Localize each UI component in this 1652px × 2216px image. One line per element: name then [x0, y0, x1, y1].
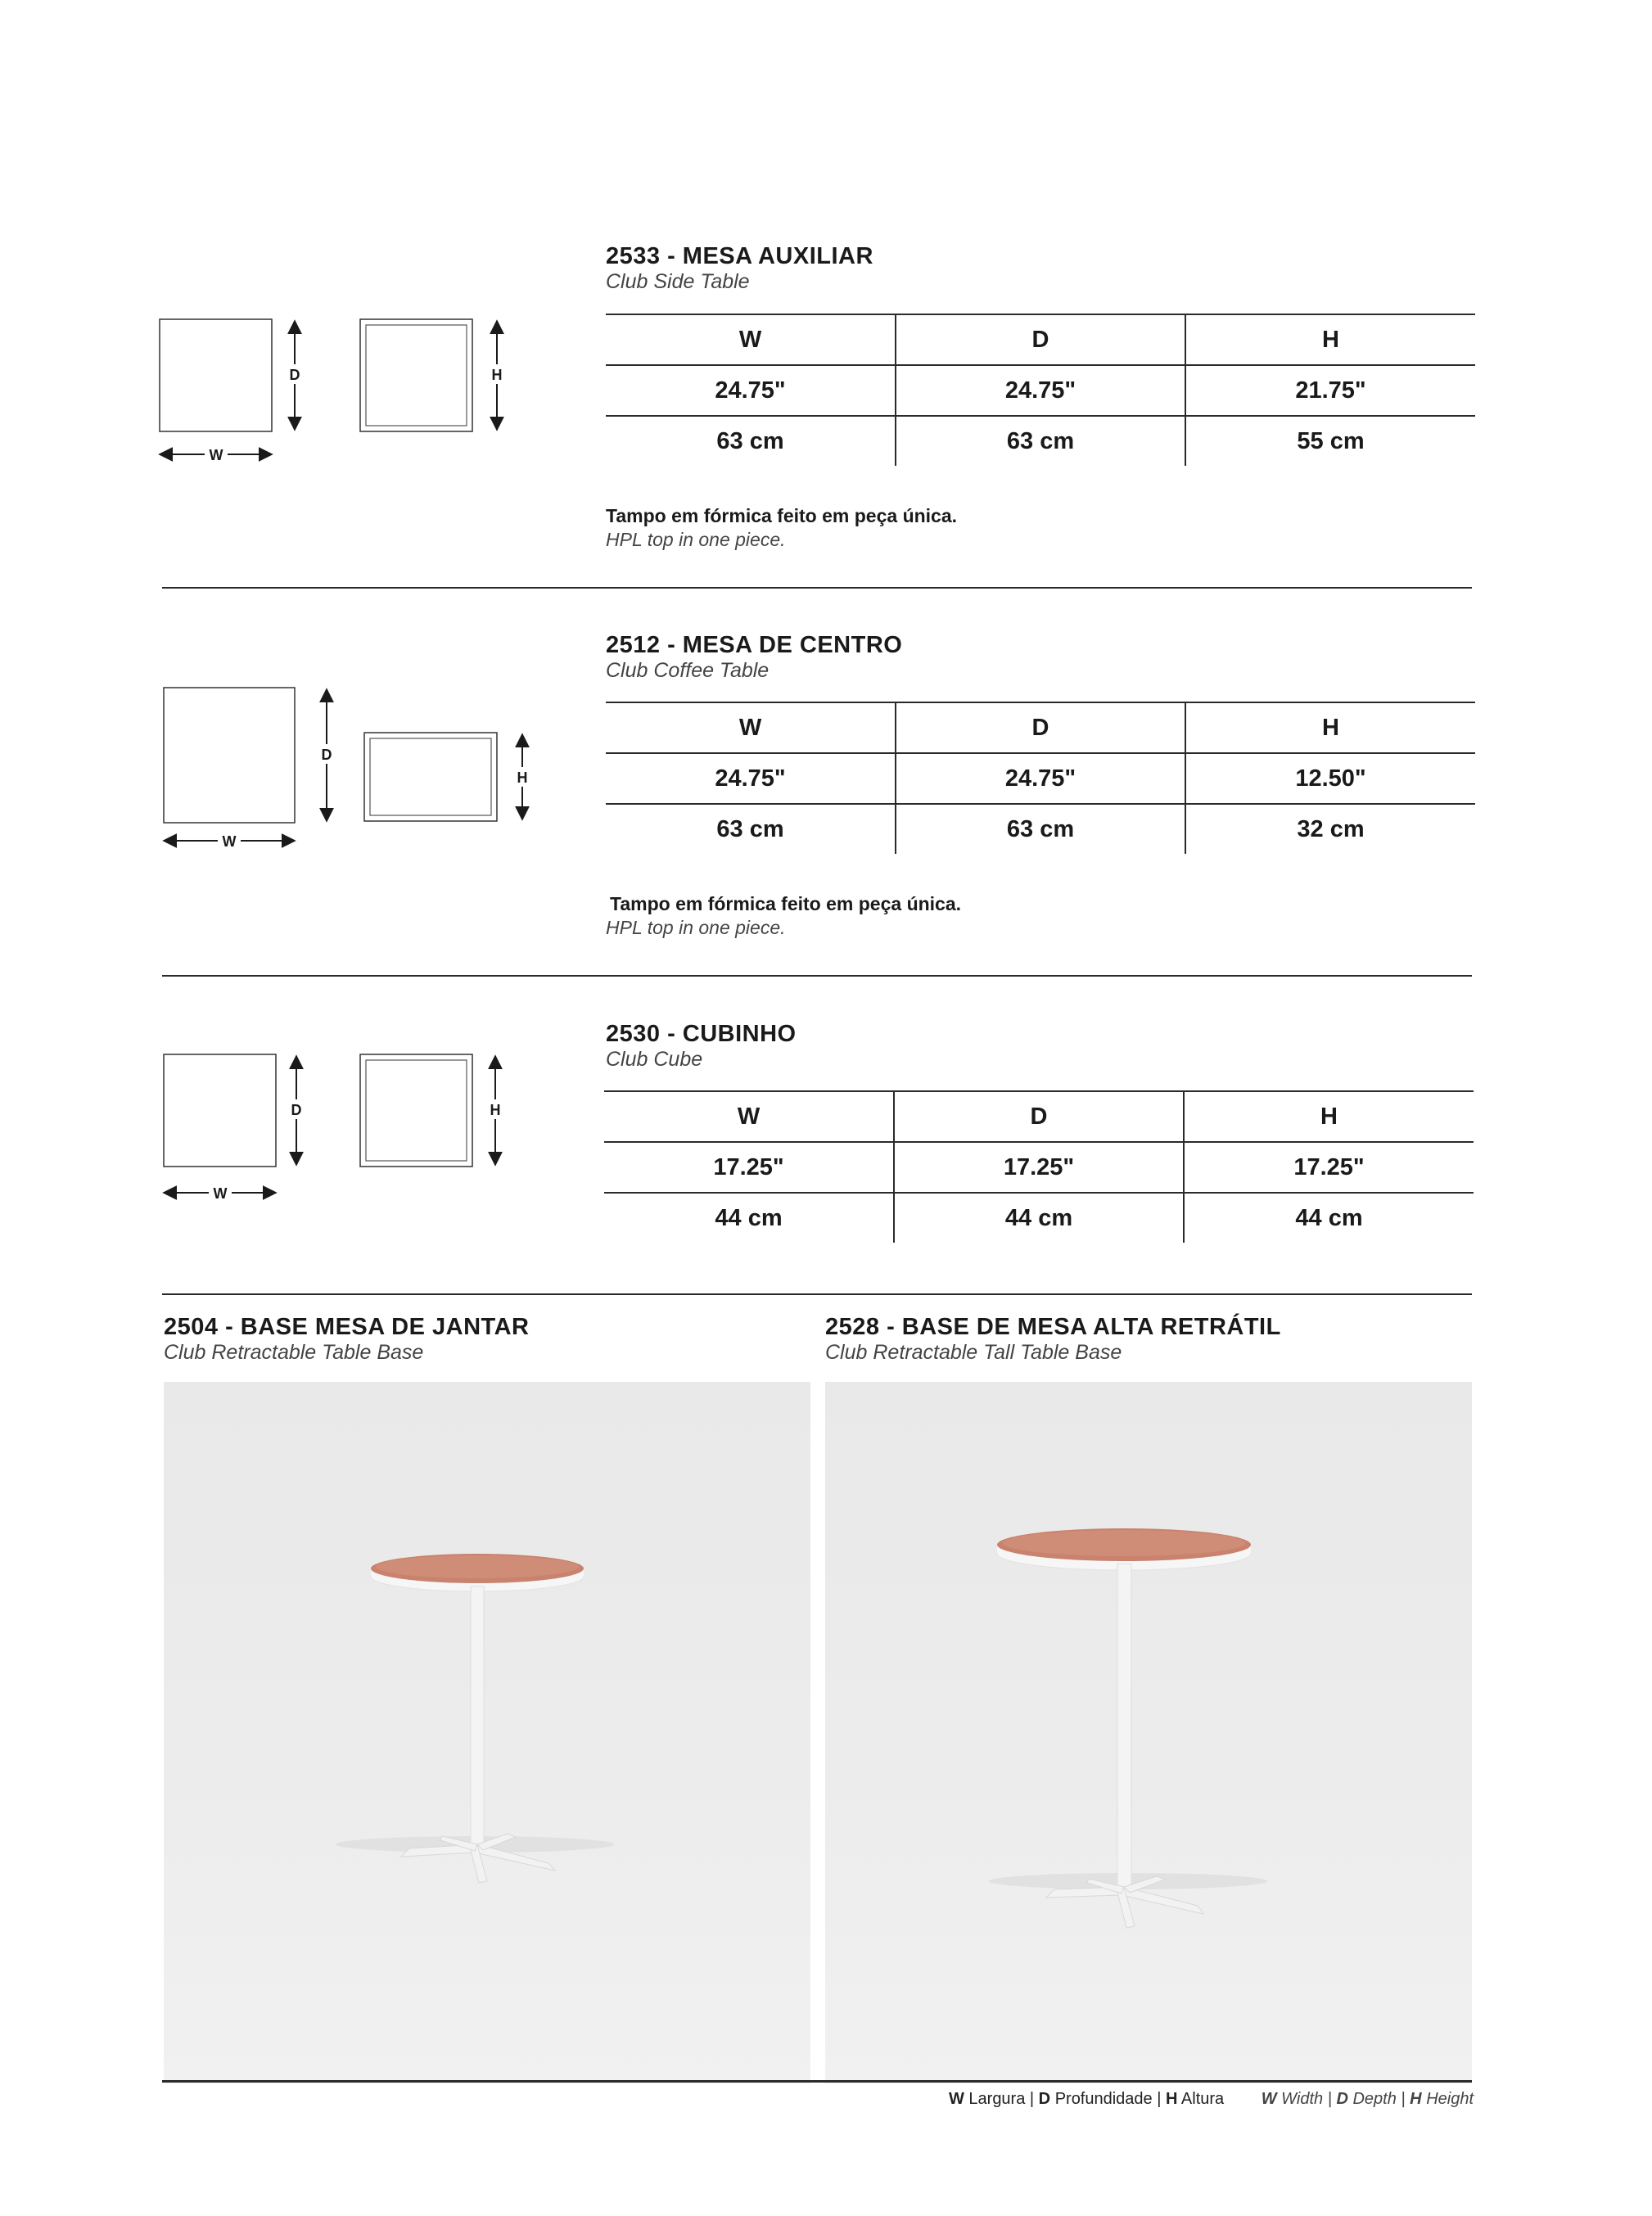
depth-cm: 63 cm — [896, 804, 1185, 854]
product-subtitle: Club Retractable Tall Table Base — [825, 1341, 1122, 1364]
legend-english: W Width | D Depth | H Height — [1261, 2090, 1474, 2108]
side-view-diagram — [356, 315, 512, 438]
height-cm: 44 cm — [1184, 1193, 1474, 1243]
dimensions-table — [606, 702, 1475, 854]
product-title: 2533 - MESA AUXILIAR — [606, 243, 873, 269]
height-cm: 32 cm — [1185, 804, 1475, 854]
product-subtitle: Club Retractable Table Base — [164, 1341, 424, 1364]
product-photo — [825, 1382, 1472, 2083]
table-header-row — [606, 702, 1475, 753]
section-divider — [162, 1293, 1472, 1295]
header-height: H — [1185, 314, 1475, 365]
header-width: W — [604, 1091, 894, 1142]
table-illustration — [164, 1382, 810, 2083]
product-subtitle: Club Coffee Table — [606, 659, 770, 682]
table-row-cm — [604, 1193, 1474, 1243]
height-inches: 17.25" — [1184, 1142, 1474, 1193]
depth-inches: 24.75" — [896, 365, 1185, 416]
height-inches: 21.75" — [1185, 365, 1475, 416]
section-divider — [162, 587, 1472, 589]
table-row-cm — [606, 416, 1475, 466]
width-inches: 17.25" — [604, 1142, 894, 1193]
note-english: HPL top in one piece. — [606, 529, 786, 550]
table-row-inches — [604, 1142, 1474, 1193]
header-width: W — [606, 702, 896, 753]
width-cm: 63 cm — [716, 815, 784, 842]
width-label: W — [213, 1185, 228, 1202]
dimension-legend — [949, 2090, 1474, 2109]
section-divider — [162, 975, 1472, 977]
product-subtitle: Club Cube — [606, 1048, 703, 1071]
table-row-cm — [606, 804, 1475, 854]
depth-label: D — [289, 367, 300, 383]
product-subtitle: Club Side Table — [606, 270, 750, 293]
depth-label: D — [321, 747, 332, 763]
table-header-row — [604, 1091, 1474, 1142]
product-title: 2512 - MESA DE CENTRO — [606, 632, 903, 658]
header-height: H — [1185, 702, 1475, 753]
height-inches: 12.50" — [1185, 753, 1475, 804]
height-cm: 55 cm — [1185, 416, 1475, 466]
depth-label: D — [291, 1102, 302, 1118]
width-label: W — [222, 833, 237, 850]
depth-cm: 63 cm — [896, 416, 1185, 466]
product-title: 2530 - CUBINHO — [606, 1021, 797, 1047]
depth-cm: 44 cm — [894, 1193, 1184, 1243]
depth-inches: 24.75" — [896, 753, 1185, 804]
height-label: H — [517, 770, 528, 786]
product-title: 2528 - BASE DE MESA ALTA RETRÁTIL — [825, 1314, 1281, 1340]
width-label: W — [209, 447, 223, 463]
note-portuguese: Tampo em fórmica feito em peça única. — [610, 893, 962, 914]
header-height: H — [1184, 1091, 1474, 1142]
top-view-diagram — [160, 684, 356, 855]
width-inches: 24.75" — [606, 753, 896, 804]
height-label: H — [491, 367, 503, 383]
product-photo — [164, 1382, 810, 2083]
side-view-diagram — [360, 729, 540, 827]
height-label: H — [490, 1102, 501, 1118]
top-view-diagram — [160, 1050, 323, 1202]
header-depth: D — [896, 702, 1185, 753]
width-cm: 44 cm — [715, 1204, 783, 1231]
note-portuguese: Tampo em fórmica feito em peça única. — [606, 505, 958, 526]
header-depth: D — [894, 1091, 1184, 1142]
header-depth: D — [896, 314, 1185, 365]
table-row-inches — [606, 753, 1475, 804]
footer-rule — [162, 2080, 1472, 2083]
depth-inches: 17.25" — [894, 1142, 1184, 1193]
top-view-diagram — [156, 315, 319, 467]
width-cm: 63 cm — [716, 427, 784, 454]
table-illustration — [825, 1382, 1472, 2083]
table-row-inches — [606, 365, 1475, 416]
side-view-diagram — [356, 1050, 512, 1173]
header-width: W — [606, 314, 896, 365]
width-inches: 24.75" — [606, 365, 896, 416]
table-header-row — [606, 314, 1475, 365]
legend-portuguese: W Largura | D Profundidade | H Altura — [948, 2090, 1225, 2108]
dimensions-table — [604, 1090, 1474, 1243]
note-english: HPL top in one piece. — [606, 917, 786, 938]
dimensions-table — [606, 314, 1475, 466]
product-title: 2504 - BASE MESA DE JANTAR — [164, 1314, 530, 1340]
